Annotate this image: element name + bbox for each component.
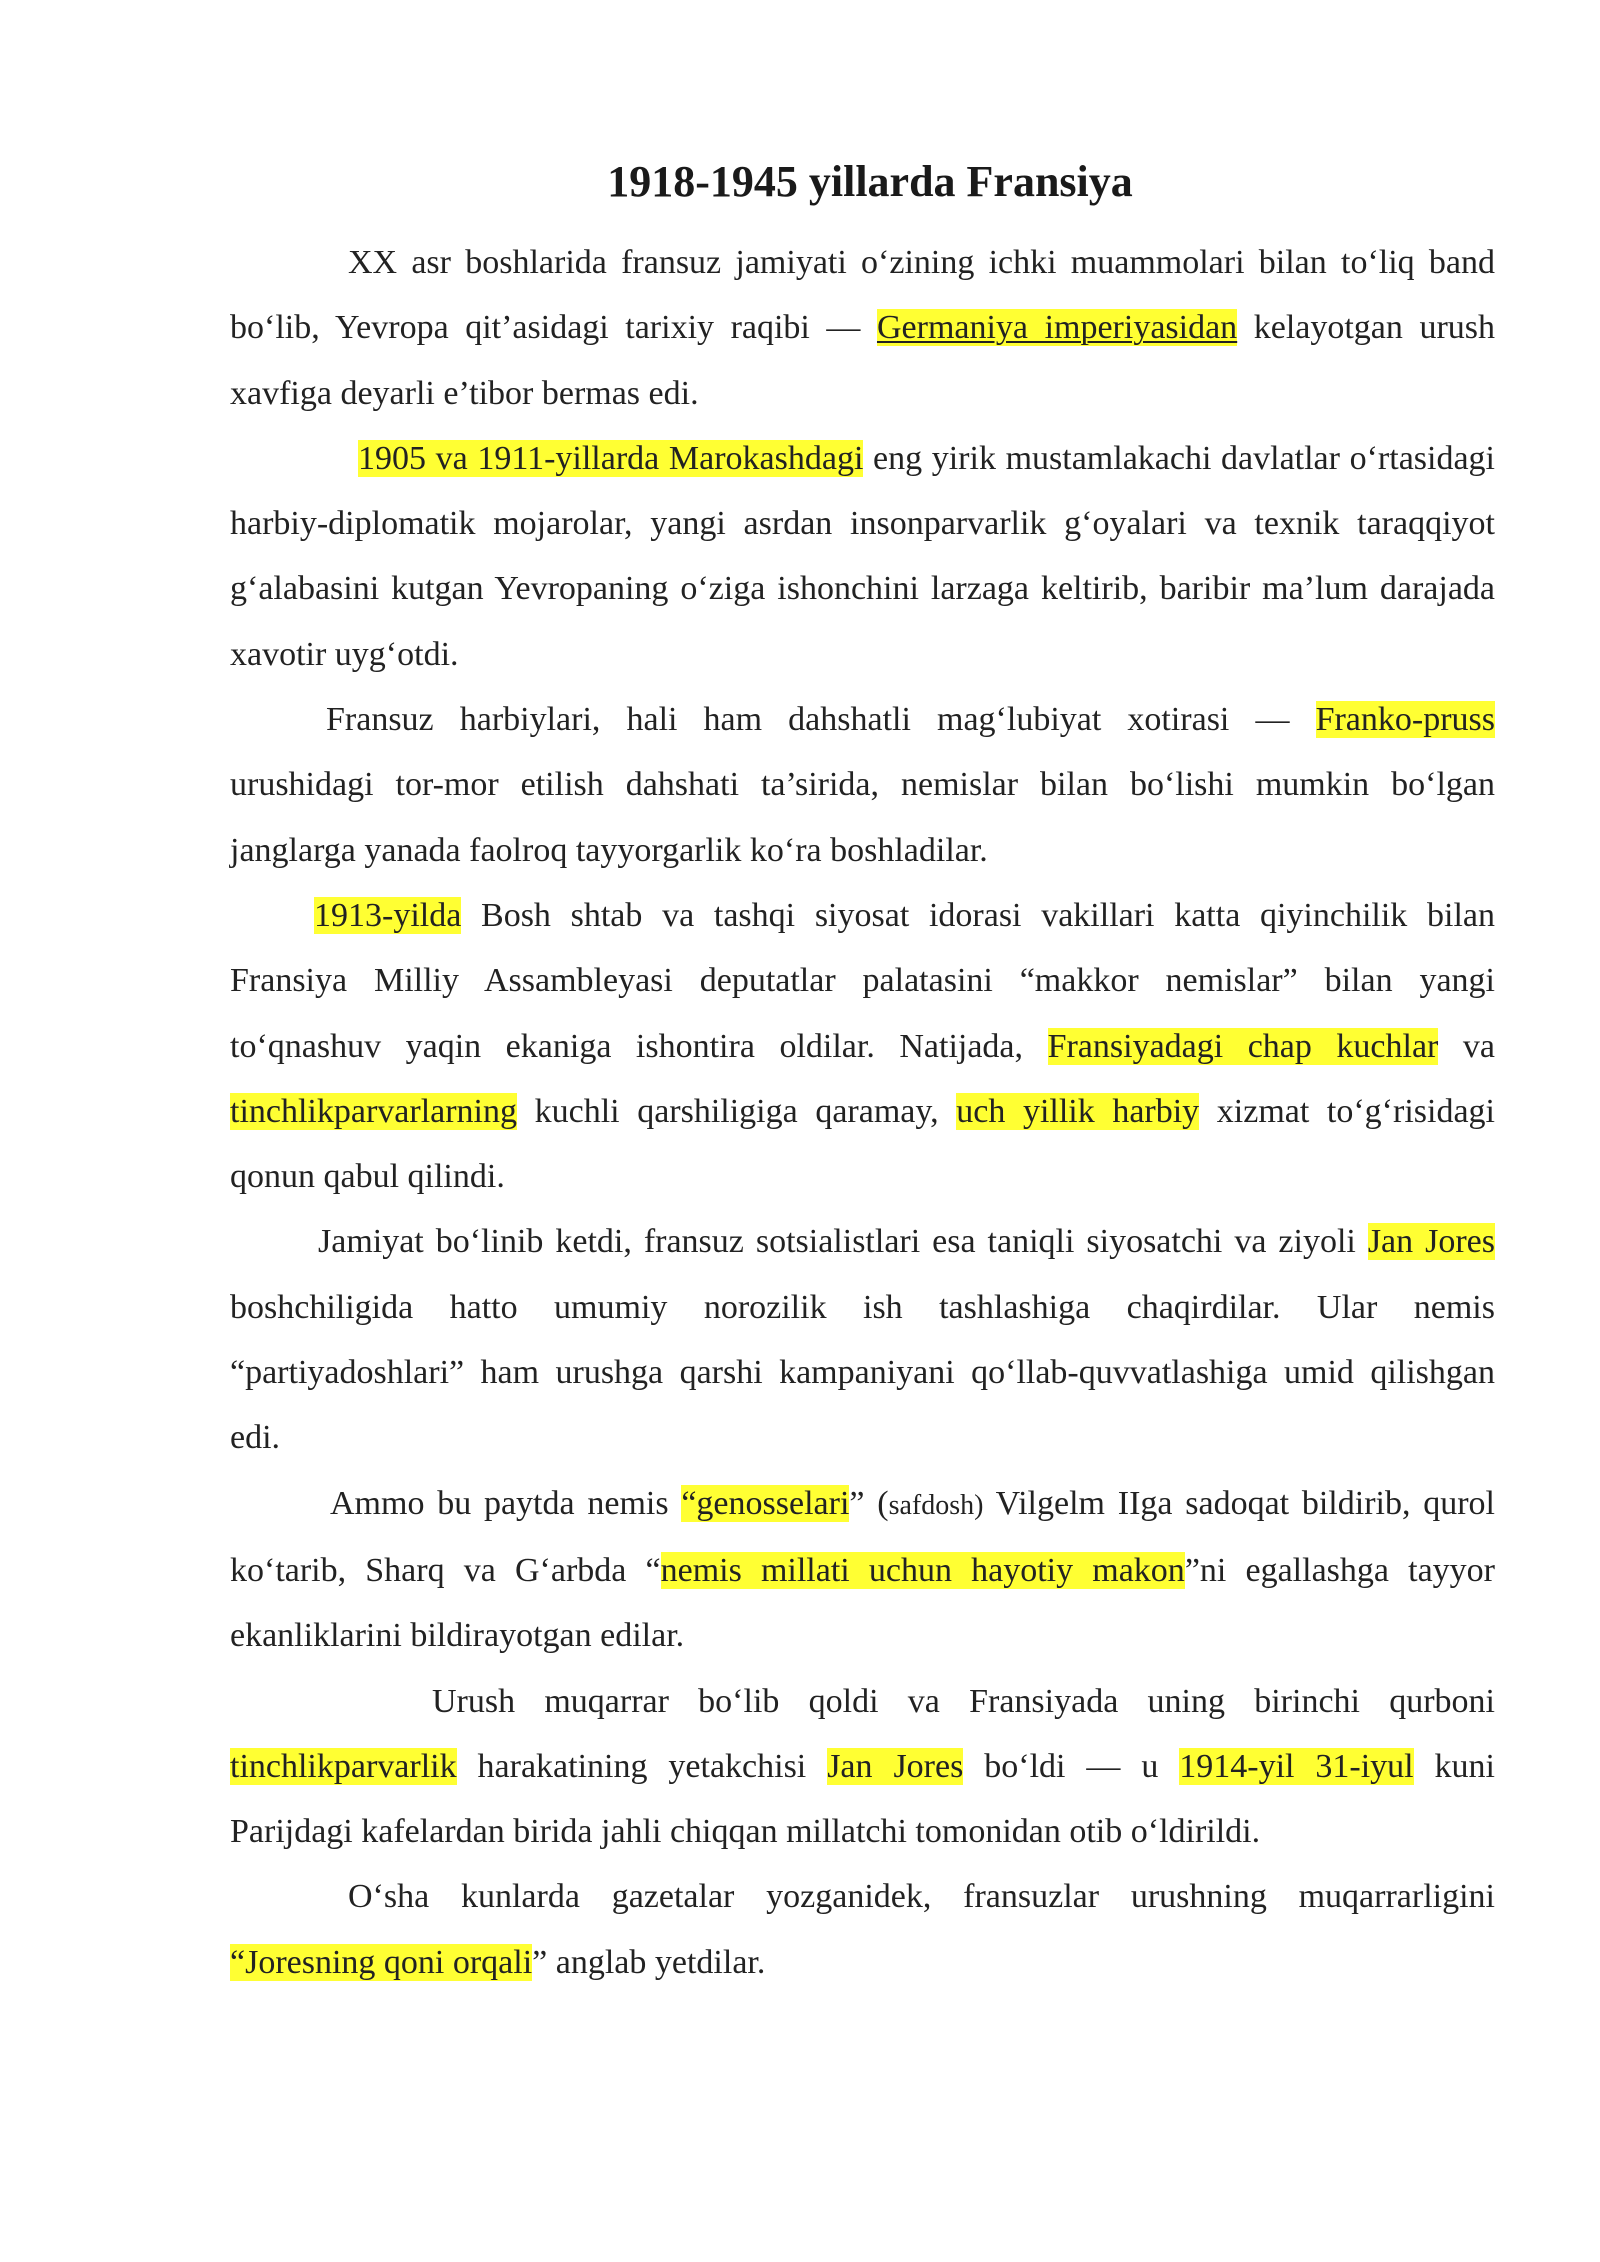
paragraph-8-text-b: ” anglab yetdilar. (532, 1943, 766, 1981)
highlight-franko-pruss: Franko-pruss (1315, 701, 1495, 739)
highlight-1914-date: 1914-yil 31-iyul (1179, 1747, 1414, 1785)
highlight-germaniya: Germaniya imperiyasidan (876, 309, 1238, 347)
highlight-genosselari: “genosselari (681, 1484, 850, 1522)
highlight-tinchlikparvarlar: tinchlikparvarlarning (230, 1092, 518, 1130)
paragraph-1-text-a: XX asr boshlarida fransuz jamiyati o‘zining ichki muammolari bilan to‘liq band bo‘lib, Yevropa qit’asidagi tarixiy raqibi — (230, 244, 1495, 347)
paragraph-2 (230, 426, 1495, 687)
paragraph-6-text-a: Ammo bu paytda nemis (330, 1484, 682, 1522)
paragraph-7-text-c: bo‘ldi — u (963, 1747, 1180, 1785)
paragraph-5 (230, 1209, 1495, 1470)
highlight-tinchlikparvarlik: tinchlikparvarlik (230, 1747, 457, 1785)
document-body (230, 230, 1495, 1995)
paragraph-8 (230, 1864, 1495, 1995)
highlight-marokash: 1905 va 1911-yillarda Marokashdagi (358, 439, 864, 477)
paragraph-4-text-b: va (1438, 1027, 1496, 1065)
highlight-uch-yillik: uch yillik harbiy (956, 1092, 1200, 1130)
paragraph-5-text-b: boshchiligida hatto umumiy norozilik ish tashlashiga chaqirdilar. Ular nemis “partiyadoshlari” ham urushga qarshi kampaniyani qo‘llab-quvvatlashiga umid qilishgan edi. (230, 1288, 1495, 1457)
paragraph-3 (230, 687, 1495, 883)
paragraph-4-text-c: kuchli qarshiligiga qaramay, (517, 1092, 957, 1130)
paragraph-1-text-b: kelayotgan urush xavfiga deyarli e’tibor bermas edi. (230, 309, 1496, 412)
paragraph-6-text-d: ”ni egallashga tayyor ekanliklarini bildirayotgan edilar. (230, 1551, 1495, 1655)
paragraph-7 (230, 1669, 1495, 1865)
paragraph-3-text-a: Fransuz harbiylari, hali ham dahshatli mag‘lubiyat xotirasi — (326, 701, 1316, 739)
paragraph-3-text-b: urushidagi tor-mor etilish dahshati ta’sirida, nemislar bilan bo‘lishi mumkin bo‘lgan janglarga yanada faolroq tayyorgarlik ko‘ra boshladilar. (230, 766, 1495, 869)
highlight-hayotiy-makon: nemis millati uchun hayotiy makon (660, 1551, 1185, 1589)
paragraph-4 (230, 883, 1495, 1209)
paragraph-2-text-a: eng yirik mustamlakachi davlatlar o‘rtasidagi harbiy-diplomatik mojarolar, yangi asrdan insonparvarlik g‘oyalari va texnik taraqqiyot g‘alabasini kutgan Yevropaning o‘ziga ishonchini larzaga keltirib, baribir ma’lum darajada xavotir uyg‘otdi. (230, 439, 1495, 673)
paragraph-7-text-b: harakatining yetakchisi (456, 1747, 828, 1785)
highlight-jan-jores: Jan Jores (1367, 1223, 1496, 1261)
paragraph-7-text-a: Urush muqarrar bo‘lib qoldi va Fransiyada uning birinchi qurboni (432, 1682, 1495, 1720)
paragraph-6-text-b: ” ( (849, 1484, 889, 1522)
document-title: 1918-1945 yillarda Fransiya (607, 157, 1133, 206)
paragraph-6-small-text: safdosh) (888, 1489, 984, 1521)
paragraph-5-text-a: Jamiyat bo‘linib ketdi, fransuz sotsialistlari esa taniqli siyosatchi va ziyoli (318, 1223, 1368, 1261)
paragraph-8-text-a: O‘sha kunlarda gazetalar yozganidek, fransuzlar urushning muqarrarligini (348, 1878, 1495, 1916)
paragraph-6 (230, 1471, 1495, 1669)
highlight-1913: 1913-yilda (314, 896, 462, 934)
highlight-chap-kuchlar: Fransiyadagi chap kuchlar (1047, 1027, 1439, 1065)
paragraph-4-text-a: Bosh shtab va tashqi siyosat idorasi vakillari katta qiyinchilik bilan Fransiya Milliy Assambleyasi deputatlar palatasini “makkor nemislar” bilan yangi to‘qnashuv yaqin ekaniga ishontira oldilar. Natijada, (230, 896, 1495, 1065)
highlight-jan-jores-2: Jan Jores (827, 1747, 964, 1785)
paragraph-7-text-d: kuni Parijdagi kafelardan birida jahli chiqqan millatchi tomonidan otib o‘ldirildi. (230, 1747, 1496, 1851)
paragraph-6-text-c: Vilgelm IIga sadoqat bildirib, qurol ko‘tarib, Sharq va G‘arbda “ (230, 1484, 1496, 1589)
paragraph-1 (230, 230, 1495, 426)
paragraph-4-text-d: xizmat to‘g‘risidagi qonun qabul qilindi. (230, 1092, 1495, 1196)
highlight-joresning-qoni: “Joresning qoni orqali (230, 1943, 533, 1981)
